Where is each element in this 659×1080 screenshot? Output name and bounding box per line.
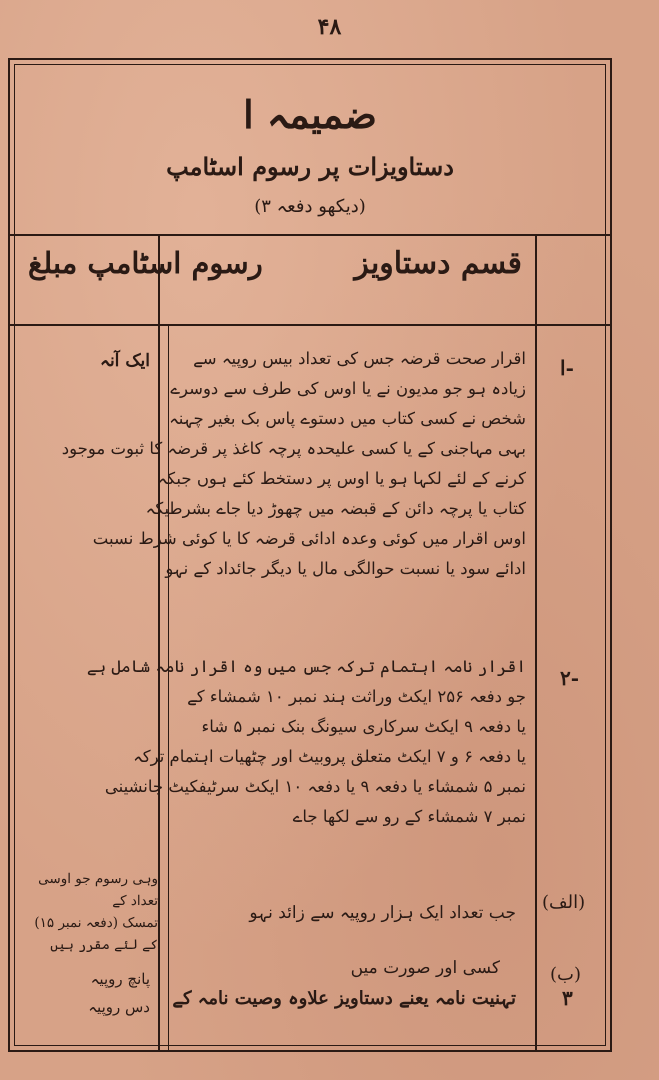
sub-row-text: کسی اور صورت میں [350, 958, 500, 978]
header-document-type: قسم دستاویز [354, 246, 522, 281]
title-block [10, 60, 610, 234]
row-number: ا- [560, 356, 574, 380]
row-number: ۲- [560, 666, 580, 690]
schedule-table [8, 58, 612, 1052]
row-line: بہی مہاجنی کے یا کسی علیحدہ پرچہ کاغذ پر قرضہ کا ثبوت موجود [61, 439, 526, 458]
fee-line: تمسک (دفعہ نمبر ۱۵) کے لئے مقرر ہیں [34, 915, 158, 953]
page-number: ۴۸ [317, 14, 342, 40]
row-line: کتاب یا پرچہ دائن کے قبضہ میں چھوڑ دیا جاے بشرطیکہ [145, 499, 526, 518]
row-fee: دس روپیہ [88, 998, 150, 1016]
sub-row-text: جب تعداد ایک ہزار روپیہ سے زائد نہو [249, 903, 516, 923]
header-stamp-duty: رسوم اسٹامپ مبلغ [28, 246, 263, 280]
row-line: زیادہ ہو جو مدیون نے یا اوس کی طرف سے دوسرے [170, 379, 526, 398]
annex-heading: ضمیمہ ا [243, 92, 377, 137]
sub-row-fee [26, 868, 158, 956]
number-column-divider [535, 234, 537, 1050]
annex-subtitle: دستاویزات پر رسوم اسٹامپ [166, 152, 454, 181]
row-line: یا دفعہ ۶ و ۷ ایکٹ متعلق پروبیٹ اور چٹھیات اہتمام ترکہ [133, 747, 526, 766]
row-number: ۳ [562, 986, 573, 1010]
row-line: جو دفعہ ۲۵۶ ایکٹ وراثت ہند نمبر ۱۰ شمشاء کے [187, 687, 526, 706]
row-line: یا دفعہ ۹ ایکٹ سرکاری سیونگ بنک نمبر ۵ شاء [201, 717, 526, 736]
fee-line: پانچ روپیہ [90, 970, 150, 988]
row-line: ادائے سود یا نسبت حوالگی مال یا دیگر جائداد کے نہو [165, 559, 526, 578]
header-divider [10, 324, 610, 326]
row-fee: ایک آنہ [99, 351, 150, 371]
sub-row-label: (الف) [542, 892, 586, 913]
row-line: اقرار نامہ اہتمام ترکہ جس میں وہ اقرار نامہ شامل ہے [86, 657, 526, 676]
section-reference: (دیکھو دفعہ ۳) [254, 196, 366, 217]
row-description: تہنیت نامہ یعنے دستاویز علاوہ وصیت نامہ کے [172, 988, 516, 1009]
row-line: اوس اقرار میں کوئی وعدہ ادائی قرضہ کا یا کوئی شرط نسبت [92, 529, 526, 548]
sub-row-label: (ب) [550, 964, 581, 985]
row-description [86, 652, 526, 832]
fee-column-divider [158, 234, 160, 1050]
title-divider [10, 234, 610, 236]
row-line: کرنے کے لئے لکہا ہو یا اوس پر دستخط کئے ہوں جبکہ [157, 469, 526, 488]
row-line: نمبر ۷ شمشاء کے رو سے لکھا جاے [292, 807, 526, 826]
row-line: نمبر ۵ شمشاء یا دفعہ ۹ یا دفعہ ۱۰ ایکٹ سرٹیفکیٹ جانشینی [104, 777, 526, 796]
fee-line: وہی رسوم جو اوسی تعداد کے [38, 871, 158, 909]
row-line: شخص نے کسی کتاب میں دستوے پاس بک بغیر چہنہ [169, 409, 526, 428]
sub-row-fee [50, 968, 150, 990]
row-line: اقرار صحت قرضہ جس کی تعداد بیس روپیہ سے [193, 349, 526, 368]
